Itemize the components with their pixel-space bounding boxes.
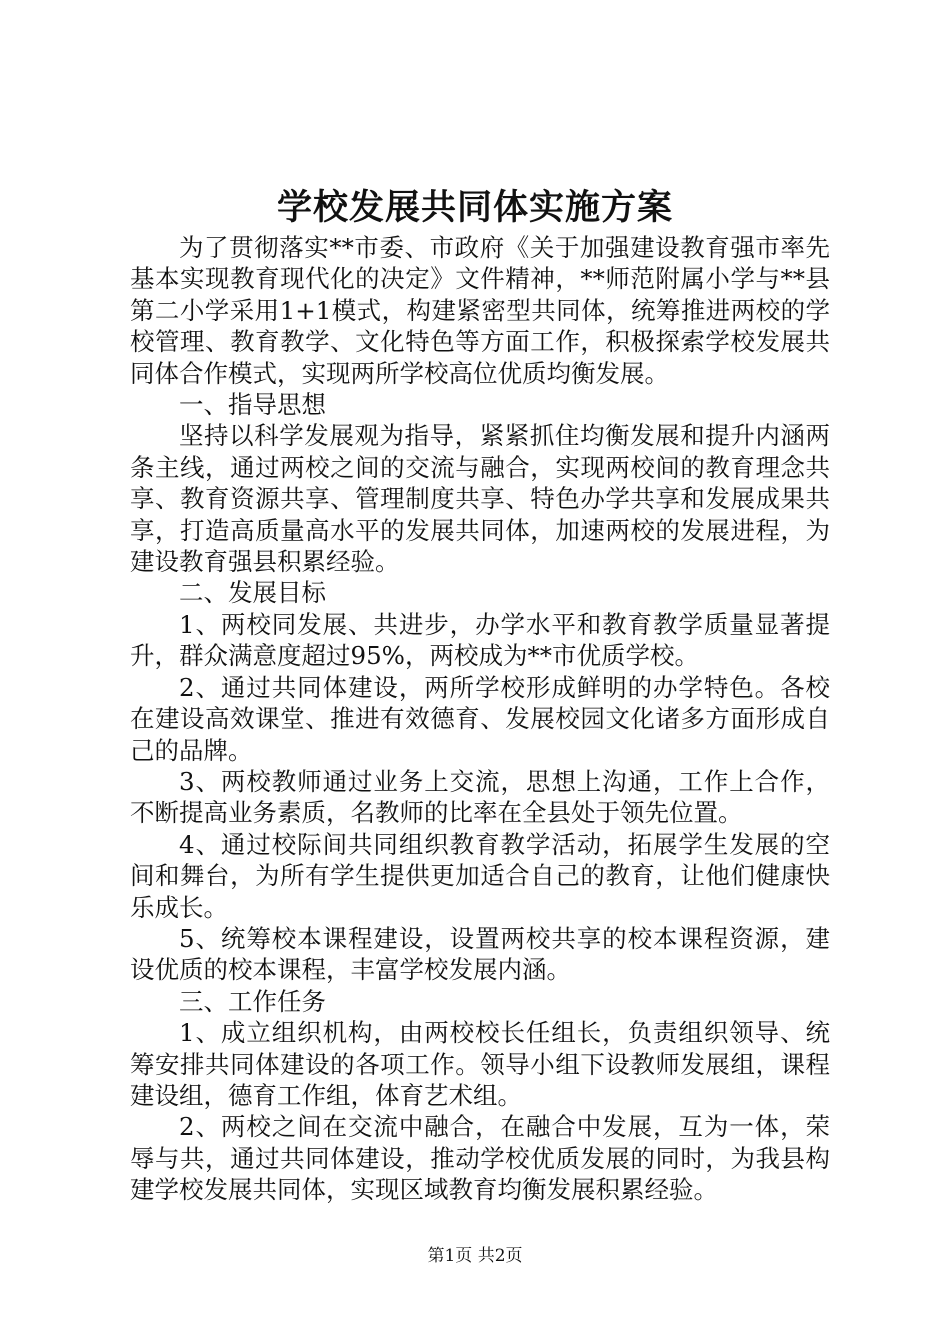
paragraph-guiding-thought: 坚持以科学发展观为指导，紧紧抓住均衡发展和提升内涵两条主线，通过两校之间的交流与融合，实现两校间的教育理念共享、教育资源共享、管理制度共享、特色办学共享和发展成果共享，打造高质量高水平的发展共同体，加速两校的发展进程，为建设教育强县积累经验。 <box>130 421 830 577</box>
paragraph-goal-4: 4、通过校际间共同组织教育教学活动，拓展学生发展的空间和舞台，为所有学生提供更加适合自己的教育，让他们健康快乐成长。 <box>130 829 830 922</box>
paragraph-goal-1: 1、两校同发展、共进步，办学水平和教育教学质量显著提升，群众满意度超过95%，两校成为**市优质学校。 <box>130 609 830 671</box>
paragraph-goal-3: 3、两校教师通过业务上交流，思想上沟通，工作上合作，不断提高业务素质，名教师的比率在全县处于领先位置。 <box>130 766 830 828</box>
paragraph-goal-2: 2、通过共同体建设，两所学校形成鲜明的办学特色。各校在建设高效课堂、推进有效德育、发展校园文化诸多方面形成自己的品牌。 <box>130 672 830 765</box>
page-number-footer: 第1页 共2页 <box>427 1246 523 1266</box>
paragraph-goal-5: 5、统筹校本课程建设，设置两校共享的校本课程资源，建设优质的校本课程，丰富学校发展内涵。 <box>130 923 830 985</box>
section-heading-guiding-thought: 一、指导思想 <box>179 390 326 420</box>
paragraph-intro: 为了贯彻落实**市委、市政府《关于加强建设教育强市率先基本实现教育现代化的决定》文件精神，**师范附属小学与**县第二小学采用1+1模式，构建紧密型共同体，统筹推进两校的学校管理、教育教学、文化特色等方面工作，积极探索学校发展共同体合作模式，实现两所学校高位优质均衡发展。 <box>130 233 830 388</box>
section-heading-development-goals: 二、发展目标 <box>179 578 326 608</box>
paragraph-task-1: 1、成立组织机构，由两校校长任组长，负责组织领导、统筹安排共同体建设的各项工作。领导小组下设教师发展组，课程建设组，德育工作组，体育艺术组。 <box>130 1018 830 1110</box>
document-body <box>130 232 830 1206</box>
section-heading-work-tasks: 三、工作任务 <box>179 986 326 1016</box>
document-title: 学校发展共同体实施方案 <box>276 187 673 228</box>
paragraph-task-2: 2、两校之间在交流中融合，在融合中发展，互为一体，荣辱与共，通过共同体建设，推动学校优质发展的同时，为我县构建学校发展共同体，实现区域教育均衡发展积累经验。 <box>130 1112 830 1205</box>
